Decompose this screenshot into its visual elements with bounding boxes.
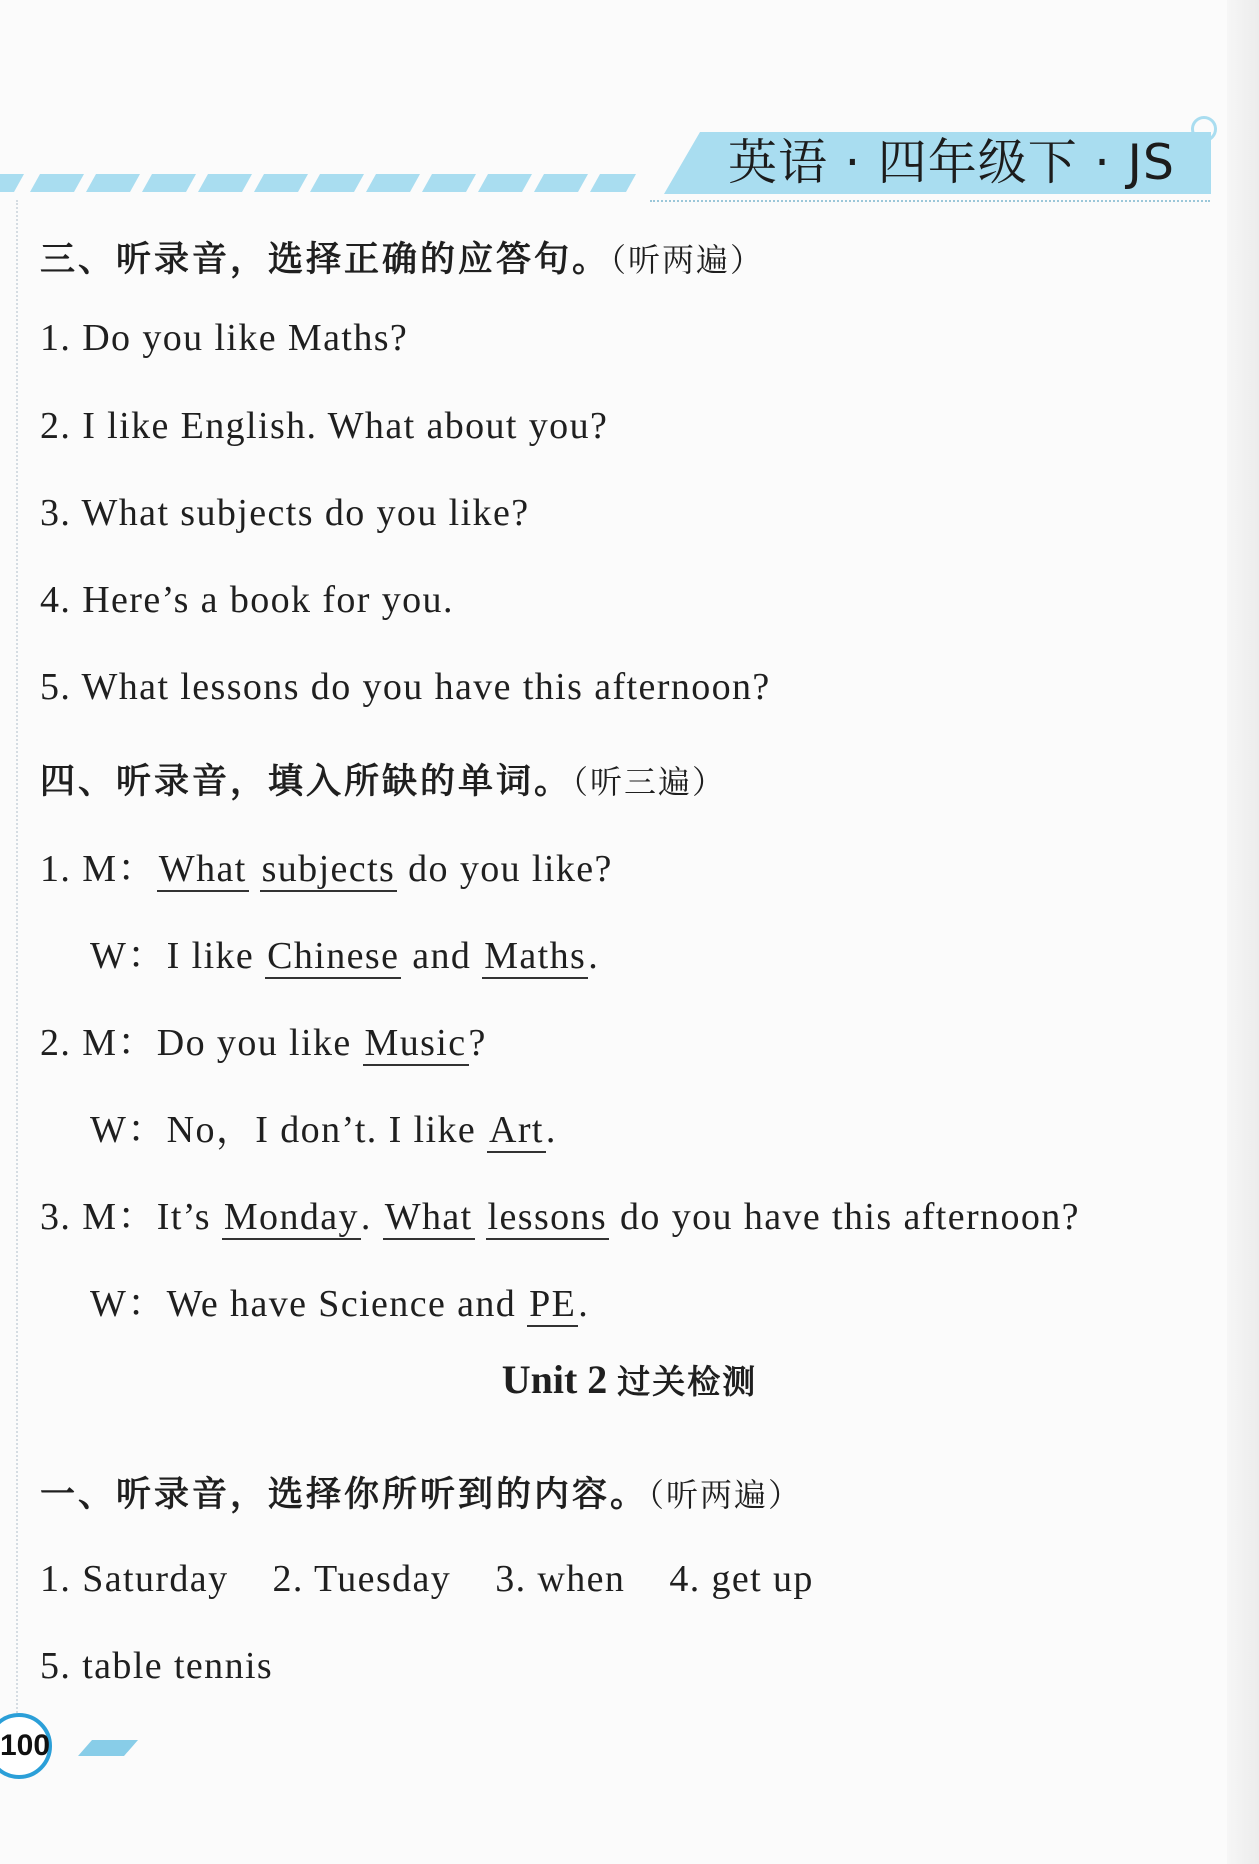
section-3-item-5: 5. What lessons do you have this afternoon?	[40, 666, 771, 708]
answer-blank: PE	[529, 1283, 577, 1325]
header-dotted-line	[650, 200, 1210, 202]
speaker-prefix: 1. M：	[40, 848, 157, 890]
section-3-item-1: 1. Do you like Maths?	[40, 317, 409, 359]
dialogue-1-m	[40, 837, 613, 892]
book-title: 英语 · 四年级下 · JS	[728, 134, 1176, 191]
answer-blank: lessons	[487, 1196, 608, 1238]
section-3-heading	[40, 232, 764, 282]
speaker-prefix: W：I like	[90, 935, 266, 977]
dialogue-2-w	[90, 1098, 557, 1153]
sentence-text: .	[360, 1196, 383, 1238]
section-1-item-1: 1. Saturday	[40, 1558, 229, 1600]
section-4-title: 四、听录音，填入所缺的单词。	[40, 762, 573, 802]
section-1-item-5: 5. table tennis	[40, 1645, 274, 1687]
answer-blank: Music	[364, 1022, 467, 1064]
dialogue-1-w	[90, 924, 599, 979]
section-1-items-row	[40, 1557, 814, 1601]
answer-blank: Chinese	[267, 935, 400, 977]
section-3-note: （听两遍）	[610, 241, 765, 279]
unit-title	[0, 1356, 1259, 1403]
section-1-item-4: 4. get up	[669, 1558, 814, 1600]
header-stripes	[0, 172, 640, 194]
answer-blank: What	[384, 1196, 473, 1238]
section-1-item-3: 3. when	[495, 1558, 626, 1600]
speaker-prefix: 3. M：It’s	[40, 1196, 222, 1238]
sentence-text: and	[401, 935, 483, 977]
speaker-prefix: 2. M：Do you like	[40, 1022, 363, 1064]
sentence-text: .	[588, 935, 600, 977]
answer-blank: Monday	[223, 1196, 359, 1238]
section-1-heading	[40, 1467, 802, 1517]
section-3-item-2: 2. I like English. What about you?	[40, 405, 609, 447]
speaker-prefix: W：We have Science and	[90, 1283, 528, 1325]
section-3-item-3: 3. What subjects do you like?	[40, 492, 530, 534]
page-edge-shadow	[1227, 0, 1259, 1864]
left-margin-rule	[16, 200, 18, 1720]
sentence-text	[475, 1196, 486, 1238]
page-header	[0, 112, 1215, 202]
sentence-text: .	[545, 1109, 557, 1151]
dialogue-3-w	[90, 1272, 589, 1327]
header-corner-ring	[1191, 116, 1217, 142]
unit-title-cn: 过关检测	[617, 1362, 758, 1401]
section-3-item-4: 4. Here’s a book for you.	[40, 579, 454, 621]
sentence-text: ?	[468, 1022, 487, 1064]
footer-slash-decoration	[78, 1740, 138, 1756]
sentence-text: do you have this afternoon?	[609, 1196, 1080, 1238]
unit-title-en: Unit 2	[501, 1357, 618, 1402]
speaker-prefix: W：No，I don’t. I like	[90, 1109, 488, 1151]
section-1-note: （听两遍）	[648, 1476, 803, 1514]
section-4-note: （听三遍）	[572, 763, 727, 801]
answer-blank: Maths	[484, 935, 587, 977]
answer-blank: subjects	[261, 848, 396, 890]
dialogue-3-m	[40, 1185, 1080, 1240]
section-1-item-2: 2. Tuesday	[272, 1558, 452, 1600]
answer-blank: Art	[489, 1109, 544, 1151]
section-3-title: 三、听录音，选择正确的应答句。	[40, 240, 611, 280]
page-number-badge: 100	[0, 1713, 52, 1779]
sentence-text: .	[578, 1283, 590, 1325]
answer-blank: What	[158, 848, 247, 890]
section-1-title: 一、听录音，选择你所听到的内容。	[40, 1475, 649, 1515]
section-4-heading	[40, 754, 726, 804]
sentence-text: do you like?	[397, 848, 613, 890]
dialogue-2-m	[40, 1011, 487, 1066]
